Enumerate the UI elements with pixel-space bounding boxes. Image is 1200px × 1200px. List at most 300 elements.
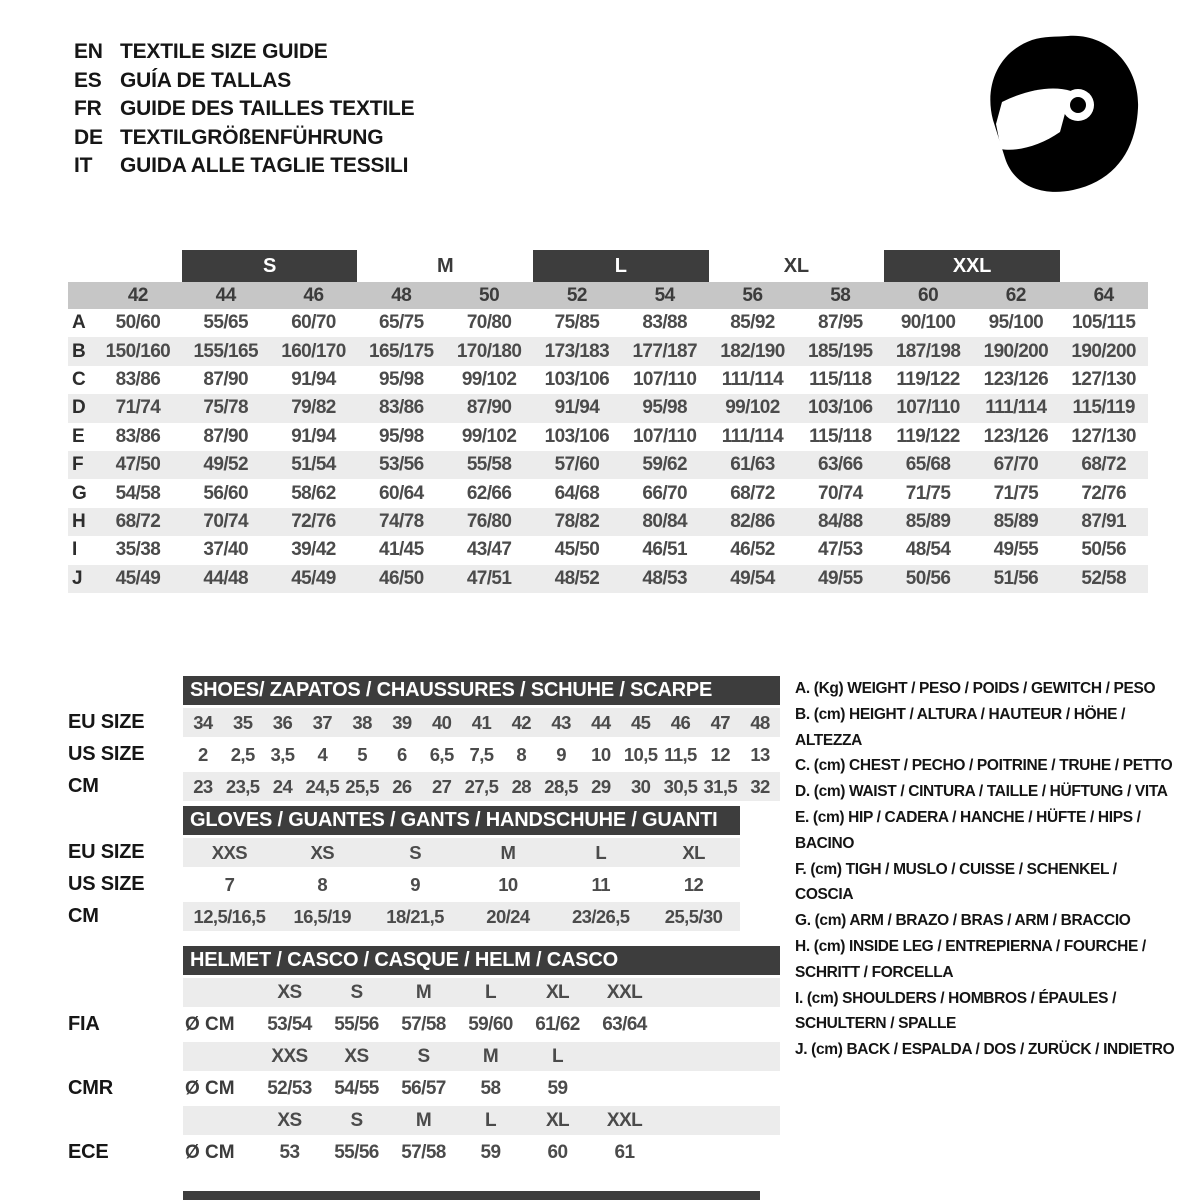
row-cells bbox=[183, 772, 780, 801]
size-value: 24,5 bbox=[305, 775, 340, 797]
helmet-size-label: XXL bbox=[606, 981, 643, 1003]
gloves-size-table bbox=[68, 806, 740, 931]
row-label: US SIZE bbox=[68, 743, 145, 765]
table-row bbox=[68, 565, 1148, 593]
size-value: 27 bbox=[431, 775, 452, 797]
cell-value: 87/90 bbox=[203, 368, 248, 390]
cell-value: 43/47 bbox=[466, 539, 512, 561]
cell-value: 87/95 bbox=[818, 312, 863, 334]
cell-value: 59/62 bbox=[642, 454, 687, 476]
cell-value: 95/98 bbox=[642, 397, 687, 419]
cell-value: 127/130 bbox=[1071, 425, 1136, 447]
table-row bbox=[68, 451, 1148, 479]
row-label-spacer bbox=[68, 1042, 183, 1071]
helmet-size-label: M bbox=[415, 1109, 432, 1131]
cell-value: 53/56 bbox=[379, 454, 424, 476]
helmet-size-value: 53/54 bbox=[267, 1013, 312, 1035]
size-value: 28,5 bbox=[544, 775, 578, 797]
cell-value: 45/49 bbox=[115, 567, 161, 589]
cell-value: 55/58 bbox=[466, 454, 512, 476]
cell-value: 119/122 bbox=[896, 425, 960, 447]
size-value: 46 bbox=[670, 711, 691, 733]
numeric-size: 48 bbox=[391, 284, 412, 306]
size-value: 11 bbox=[591, 873, 610, 895]
cell-value: 48/54 bbox=[905, 539, 951, 561]
legend-item: I. (cm) SHOULDERS / HOMBROS / ÉPAULES / SCHULTERN / SPALLE bbox=[795, 989, 1117, 1033]
row-cells bbox=[183, 1106, 780, 1135]
cell-value: 58/62 bbox=[291, 482, 336, 504]
cell-value: 123/126 bbox=[983, 368, 1049, 390]
size-value: 20/24 bbox=[486, 905, 530, 927]
cell-value: 68/72 bbox=[1081, 454, 1126, 476]
cell-value: 49/55 bbox=[993, 539, 1039, 561]
helmet-size-value: 55/56 bbox=[334, 1013, 379, 1035]
cell-value: 99/102 bbox=[461, 425, 517, 447]
cell-value: 91/94 bbox=[291, 368, 336, 390]
cell-value: 75/78 bbox=[203, 397, 248, 419]
cell-value: 46/52 bbox=[730, 539, 775, 561]
cell-value: 85/92 bbox=[730, 312, 775, 334]
cell-value: 71/75 bbox=[905, 482, 951, 504]
table-row bbox=[68, 309, 1148, 337]
size-value: 34 bbox=[193, 711, 213, 733]
size-value: 24 bbox=[272, 775, 293, 797]
row-key: D bbox=[72, 397, 86, 419]
cell-value: 55/65 bbox=[203, 312, 248, 334]
cell-value: 61/63 bbox=[730, 454, 775, 476]
size-value: 12 bbox=[710, 743, 730, 765]
helmet-section-header bbox=[183, 946, 780, 975]
helmet-size-label: L bbox=[551, 1045, 563, 1067]
size-value: M bbox=[500, 841, 516, 863]
cell-value: 173/183 bbox=[544, 340, 610, 362]
language-title: TEXTILGRÖßENFÜHRUNG bbox=[120, 125, 384, 149]
size-value: L bbox=[595, 841, 607, 863]
cell-value: 70/74 bbox=[203, 510, 248, 532]
cell-value: 87/90 bbox=[203, 425, 248, 447]
row-cells bbox=[183, 1010, 780, 1039]
cell-value: 165/175 bbox=[369, 340, 434, 362]
cell-value: 103/106 bbox=[808, 397, 873, 419]
size-value: 8 bbox=[516, 743, 527, 765]
helmet-size-value: 57/58 bbox=[401, 1013, 446, 1035]
helmet-size-label: XL bbox=[545, 1109, 570, 1131]
size-value: 7 bbox=[224, 873, 235, 895]
numeric-size: 58 bbox=[830, 284, 851, 306]
cell-value: 39/42 bbox=[291, 539, 336, 561]
shoes-rows bbox=[68, 708, 780, 801]
cell-value: 83/86 bbox=[115, 368, 161, 390]
cell-value: 71/75 bbox=[993, 482, 1039, 504]
size-value: 25,5 bbox=[345, 775, 379, 797]
size-value: 5 bbox=[357, 743, 367, 765]
language-row bbox=[74, 152, 414, 181]
unit-label: Ø CM bbox=[185, 1141, 235, 1163]
language-row bbox=[74, 124, 414, 153]
cell-value: 123/126 bbox=[983, 425, 1049, 447]
cell-value: 95/98 bbox=[379, 425, 424, 447]
size-table-row bbox=[68, 902, 740, 931]
cell-value: 57/60 bbox=[554, 454, 600, 476]
legend-item: H. (cm) INSIDE LEG / ENTREPIERNA / FOURCHE / SCHRITT / FORCELLA bbox=[795, 937, 1146, 981]
row-key: G bbox=[72, 482, 87, 504]
standard-label: ECE bbox=[68, 1141, 109, 1163]
legend-item: J. (cm) BACK / ESPALDA / DOS / ZURÜCK / INDIETRO bbox=[795, 1041, 1175, 1059]
shoes-size-table bbox=[68, 676, 780, 801]
cell-value: 44/48 bbox=[203, 567, 248, 589]
size-value: 10 bbox=[498, 873, 518, 895]
helmet-rows bbox=[68, 978, 780, 1167]
row-cells bbox=[183, 1138, 780, 1167]
shoes-section-header bbox=[183, 676, 780, 705]
numeric-size: 44 bbox=[215, 284, 236, 306]
numeric-size: 54 bbox=[654, 284, 675, 306]
legend-item: B. (cm) HEIGHT / ALTURA / HAUTEUR / HÖHE / ALTEZZA bbox=[795, 705, 1126, 749]
size-table-row bbox=[68, 708, 780, 737]
size-value: 38 bbox=[352, 711, 372, 733]
cell-value: 103/106 bbox=[544, 368, 610, 390]
size-value: 40 bbox=[431, 711, 452, 733]
size-value: 29 bbox=[591, 775, 611, 797]
cell-value: 87/91 bbox=[1081, 510, 1126, 532]
row-cells bbox=[183, 870, 740, 899]
cell-value: 71/74 bbox=[115, 397, 161, 419]
size-value: 2,5 bbox=[230, 743, 255, 765]
cell-value: 64/68 bbox=[554, 482, 600, 504]
size-value: 47 bbox=[710, 711, 730, 733]
cell-value: 182/190 bbox=[720, 340, 785, 362]
row-key: C bbox=[72, 368, 86, 390]
cell-value: 87/90 bbox=[466, 397, 512, 419]
table-row bbox=[68, 366, 1148, 394]
cell-value: 50/56 bbox=[1081, 539, 1126, 561]
cell-value: 127/130 bbox=[1071, 368, 1136, 390]
language-title: GUIDA ALLE TAGLIE TESSILI bbox=[120, 154, 409, 178]
helmet-size-label: XXL bbox=[606, 1109, 643, 1131]
cell-value: 48/53 bbox=[642, 567, 687, 589]
size-value: 39 bbox=[392, 711, 412, 733]
cell-value: 72/76 bbox=[291, 510, 336, 532]
helmet-sizes-row bbox=[68, 1106, 780, 1135]
cell-value: 47/50 bbox=[115, 454, 161, 476]
helmet-size-label: M bbox=[415, 981, 432, 1003]
row-label: US SIZE bbox=[68, 873, 145, 895]
racing-helmet-icon bbox=[968, 28, 1158, 208]
numeric-size: 42 bbox=[127, 284, 148, 306]
cell-value: 84/88 bbox=[818, 510, 863, 532]
size-label-xl: XL bbox=[783, 254, 809, 277]
cell-value: 76/80 bbox=[466, 510, 512, 532]
helmet-size-value: 61/62 bbox=[535, 1013, 580, 1035]
size-value: XS bbox=[310, 841, 334, 863]
cell-value: 45/49 bbox=[291, 567, 336, 589]
row-key: F bbox=[72, 454, 84, 476]
helmet-size-label: M bbox=[482, 1045, 499, 1067]
language-title: GUÍA DE TALLAS bbox=[120, 68, 292, 92]
cell-value: 115/118 bbox=[809, 368, 872, 390]
helmet-size-label: XS bbox=[344, 1045, 369, 1067]
helmet-size-label: L bbox=[484, 981, 496, 1003]
cell-value: 62/66 bbox=[466, 482, 512, 504]
size-value: 10 bbox=[591, 743, 611, 765]
legend-item: C. (cm) CHEST / PECHO / POITRINE / TRUHE / PETTO bbox=[795, 757, 1173, 775]
size-value: 12 bbox=[683, 873, 704, 895]
size-value: 27,5 bbox=[464, 775, 499, 797]
cell-value: 60/70 bbox=[291, 312, 336, 334]
table-row bbox=[68, 337, 1148, 365]
cell-value: 51/56 bbox=[993, 567, 1039, 589]
size-value: 35 bbox=[233, 711, 253, 733]
cell-value: 105/115 bbox=[1071, 312, 1136, 334]
cell-value: 46/50 bbox=[379, 567, 424, 589]
cell-value: 111/114 bbox=[721, 425, 784, 447]
size-value: 7,5 bbox=[469, 743, 494, 765]
shoes-section-title: SHOES/ ZAPATOS / CHAUSSURES / SCHUHE / SCARPE bbox=[190, 679, 713, 701]
size-value: 26 bbox=[392, 775, 412, 797]
cell-value: 70/80 bbox=[466, 312, 512, 334]
cell-value: 95/100 bbox=[988, 312, 1044, 334]
size-letter-header-row bbox=[68, 250, 1148, 282]
row-cells bbox=[183, 1074, 780, 1103]
cell-value: 187/198 bbox=[895, 340, 961, 362]
cell-value: 35/38 bbox=[115, 539, 161, 561]
row-cells bbox=[183, 902, 740, 931]
helmet-size-value: 57/58 bbox=[401, 1141, 446, 1163]
helmet-size-value: 53 bbox=[279, 1141, 300, 1163]
cell-value: 63/66 bbox=[818, 454, 863, 476]
row-label-spacer bbox=[68, 1106, 183, 1135]
language-row bbox=[74, 95, 414, 124]
size-value: 48 bbox=[750, 711, 770, 733]
helmet-size-value: 59 bbox=[480, 1141, 501, 1163]
helmet-size-label: L bbox=[484, 1109, 496, 1131]
size-value: 3,5 bbox=[270, 743, 295, 765]
row-cells bbox=[183, 978, 780, 1007]
helmet-size-value: 61 bbox=[614, 1141, 635, 1163]
helmet-values-row bbox=[68, 1138, 780, 1167]
helmet-size-label: S bbox=[350, 1109, 363, 1131]
helmet-section-title: HELMET / CASCO / CASQUE / HELM / CASCO bbox=[190, 949, 618, 971]
cell-value: 50/60 bbox=[115, 312, 161, 334]
size-label-m: M bbox=[436, 254, 454, 277]
legend-item: F. (cm) TIGH / MUSLO / CUISSE / SCHENKEL / COSCIA bbox=[795, 860, 1117, 904]
textile-size-table bbox=[68, 250, 1148, 593]
helmet-size-value: 59/60 bbox=[468, 1013, 513, 1035]
cell-value: 107/110 bbox=[632, 425, 697, 447]
size-value: 41 bbox=[471, 711, 492, 733]
size-value: 23 bbox=[193, 775, 213, 797]
row-label: EU SIZE bbox=[68, 841, 145, 863]
size-value: 10,5 bbox=[623, 743, 658, 765]
table-row bbox=[68, 536, 1148, 564]
size-label-l: L bbox=[533, 250, 709, 282]
cell-value: 51/54 bbox=[291, 454, 336, 476]
cell-value: 190/200 bbox=[983, 340, 1049, 362]
size-value: 12,5/16,5 bbox=[193, 905, 266, 927]
helmet-size-label: S bbox=[350, 981, 363, 1003]
row-label-spacer bbox=[68, 978, 183, 1007]
language-code: IT bbox=[74, 154, 93, 178]
row-key: H bbox=[72, 510, 86, 532]
cell-value: 103/106 bbox=[544, 425, 610, 447]
cell-value: 52/58 bbox=[1081, 567, 1126, 589]
cell-value: 68/72 bbox=[115, 510, 161, 532]
numeric-size: 52 bbox=[566, 284, 587, 306]
gloves-section-header bbox=[183, 806, 740, 835]
cell-value: 185/195 bbox=[808, 340, 873, 362]
helmet-size-table bbox=[68, 946, 780, 1167]
cell-value: 91/94 bbox=[291, 425, 336, 447]
cell-value: 85/89 bbox=[993, 510, 1039, 532]
size-table-row bbox=[68, 772, 780, 801]
size-value: 11,5 bbox=[664, 743, 697, 765]
cell-value: 75/85 bbox=[554, 312, 600, 334]
cell-value: 74/78 bbox=[379, 510, 424, 532]
row-cells bbox=[183, 708, 780, 737]
cell-value: 50/56 bbox=[905, 567, 951, 589]
size-value: 18/21,5 bbox=[386, 905, 444, 927]
row-key: J bbox=[72, 567, 83, 589]
helmet-size-value: 52/53 bbox=[267, 1077, 312, 1099]
cell-value: 150/160 bbox=[105, 340, 171, 362]
cell-value: 115/118 bbox=[809, 425, 872, 447]
size-value: 6,5 bbox=[429, 743, 454, 765]
size-value: 32 bbox=[750, 775, 770, 797]
size-value: 9 bbox=[410, 873, 420, 895]
size-value: 36 bbox=[272, 711, 293, 733]
row-cells bbox=[183, 1042, 780, 1071]
cell-value: 83/88 bbox=[642, 312, 687, 334]
cell-value: 56/60 bbox=[203, 482, 248, 504]
size-value: 30 bbox=[630, 775, 651, 797]
language-title: TEXTILE SIZE GUIDE bbox=[120, 40, 328, 63]
standard-label: FIA bbox=[68, 1013, 100, 1035]
cell-value: 37/40 bbox=[203, 539, 248, 561]
row-label: EU SIZE bbox=[68, 711, 145, 733]
cell-value: 41/45 bbox=[379, 539, 424, 561]
standard-label: CMR bbox=[68, 1077, 113, 1099]
cell-value: 160/170 bbox=[281, 340, 346, 362]
cell-value: 91/94 bbox=[554, 397, 600, 419]
cell-value: 99/102 bbox=[461, 368, 517, 390]
size-value: S bbox=[409, 841, 421, 863]
cell-value: 85/89 bbox=[905, 510, 951, 532]
helmet-size-value: 63/64 bbox=[602, 1013, 647, 1035]
cell-value: 107/110 bbox=[896, 397, 960, 419]
size-value: 43 bbox=[551, 711, 571, 733]
size-value: XXS bbox=[211, 841, 248, 863]
cell-value: 78/82 bbox=[554, 510, 600, 532]
legend-item: D. (cm) WAIST / CINTURA / TAILLE / HÜFTUNG / VITA bbox=[795, 783, 1168, 801]
helmet-size-value: 56/57 bbox=[401, 1077, 446, 1099]
helmet-size-label: XL bbox=[545, 981, 570, 1003]
size-value: 13 bbox=[750, 743, 770, 765]
language-code: ES bbox=[74, 68, 102, 92]
helmet-size-value: 58 bbox=[480, 1077, 501, 1099]
cell-value: 115/119 bbox=[1072, 397, 1135, 419]
size-value: XL bbox=[682, 841, 705, 863]
table-row bbox=[68, 423, 1148, 451]
size-table-row bbox=[68, 740, 780, 769]
cell-value: 54/58 bbox=[115, 482, 161, 504]
next-section-bar-partial bbox=[183, 1191, 760, 1200]
language-code: DE bbox=[74, 125, 103, 149]
size-value: 30,5 bbox=[663, 775, 698, 797]
size-value: 31,5 bbox=[703, 775, 738, 797]
cell-value: 111/114 bbox=[721, 368, 784, 390]
cell-value: 60/64 bbox=[379, 482, 424, 504]
row-cells bbox=[183, 740, 780, 769]
cell-value: 177/187 bbox=[632, 340, 697, 362]
cell-value: 70/74 bbox=[818, 482, 863, 504]
cell-value: 49/54 bbox=[730, 567, 775, 589]
size-table-row bbox=[68, 870, 740, 899]
numeric-size: 64 bbox=[1093, 284, 1114, 306]
cell-value: 111/114 bbox=[985, 397, 1047, 419]
helmet-values-row bbox=[68, 1074, 780, 1103]
language-row bbox=[74, 67, 414, 96]
visor-pivot-dot bbox=[1070, 97, 1086, 113]
row-label: CM bbox=[68, 905, 99, 927]
cell-value: 49/52 bbox=[203, 454, 248, 476]
size-value: 28 bbox=[511, 775, 531, 797]
cell-value: 119/122 bbox=[896, 368, 960, 390]
row-cells bbox=[183, 838, 740, 867]
measurement-rows bbox=[68, 309, 1148, 593]
language-row bbox=[74, 38, 414, 67]
cell-value: 65/75 bbox=[379, 312, 424, 334]
size-value: 6 bbox=[397, 743, 407, 765]
helmet-size-value: 55/56 bbox=[334, 1141, 379, 1163]
gloves-rows bbox=[68, 838, 740, 931]
cell-value: 48/52 bbox=[554, 567, 600, 589]
numeric-size: 46 bbox=[303, 284, 324, 306]
size-value: 4 bbox=[317, 743, 328, 765]
language-code: FR bbox=[74, 97, 102, 121]
row-key: I bbox=[72, 539, 78, 561]
size-value: 45 bbox=[630, 711, 651, 733]
gloves-section-title: GLOVES / GUANTES / GANTS / HANDSCHUHE / GUANTI bbox=[190, 809, 718, 831]
row-key: E bbox=[72, 425, 85, 447]
language-title-block bbox=[74, 38, 414, 181]
cell-value: 67/70 bbox=[993, 454, 1039, 476]
helmet-size-value: 59 bbox=[547, 1077, 568, 1099]
row-key: A bbox=[72, 312, 86, 334]
cell-value: 46/51 bbox=[642, 539, 687, 561]
cell-value: 47/51 bbox=[466, 567, 512, 589]
numeric-size: 50 bbox=[479, 284, 500, 306]
helmet-size-label: S bbox=[417, 1045, 430, 1067]
row-key: B bbox=[72, 340, 86, 362]
helmet-sizes-row bbox=[68, 1042, 780, 1071]
row-label: CM bbox=[68, 775, 99, 797]
table-row bbox=[68, 479, 1148, 507]
cell-value: 155/165 bbox=[193, 340, 258, 362]
table-row bbox=[68, 508, 1148, 536]
numeric-size: 62 bbox=[1005, 284, 1026, 306]
cell-value: 170/180 bbox=[456, 340, 522, 362]
cell-value: 90/100 bbox=[900, 312, 956, 334]
cell-value: 65/68 bbox=[905, 454, 951, 476]
cell-value: 80/84 bbox=[642, 510, 687, 532]
unit-label: Ø CM bbox=[185, 1013, 235, 1035]
helmet-values-row bbox=[68, 1010, 780, 1039]
size-value: 16,5/19 bbox=[293, 905, 351, 927]
measurement-legend bbox=[795, 676, 1175, 1063]
helmet-size-value: 60 bbox=[547, 1141, 568, 1163]
cell-value: 49/55 bbox=[818, 567, 863, 589]
helmet-sizes-row bbox=[68, 978, 780, 1007]
